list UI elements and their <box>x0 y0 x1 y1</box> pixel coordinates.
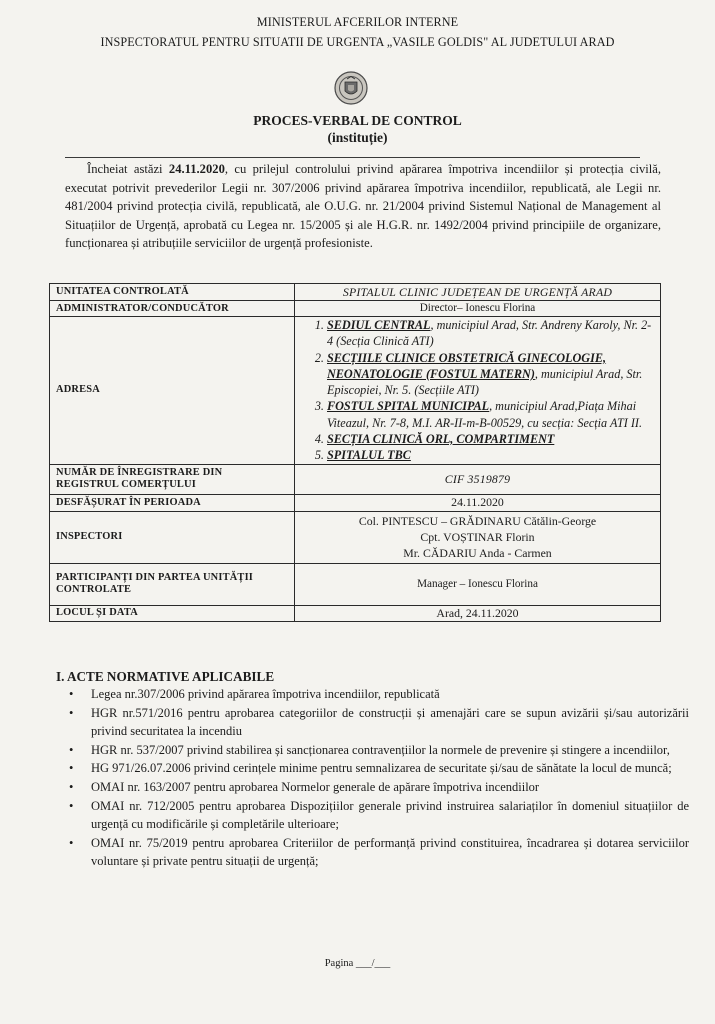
table-row-unit <box>50 284 661 301</box>
inspectors-cell <box>295 511 661 563</box>
address-item <box>327 317 654 350</box>
period-value: 24.11.2020 <box>295 494 661 511</box>
participants-value: Manager – Ionescu Florina <box>295 563 661 605</box>
inspectors-label: INSPECTORI <box>50 511 295 563</box>
place-label: LOCUL ȘI DATA <box>50 605 295 621</box>
inspector-name: Mr. CĂDARIU Anda - Carmen <box>403 546 552 561</box>
intro-paragraph <box>65 160 661 253</box>
table-row-registry <box>50 464 661 494</box>
address-item <box>327 447 654 463</box>
address-list-cell <box>295 317 661 465</box>
list-item: • OMAI nr. 75/2019 pentru aprobarea Criteriilor de performanță privind constituirea, încadrarea și dotarea serviciilor voluntare și private pentru situații de urgență; <box>91 834 689 871</box>
list-item: • HGR nr.571/2016 pentru aprobarea categoriilor de construcții și amenajări care se supun avizării și/sau autorizării privind securitatea la incendiu <box>91 704 689 741</box>
table-row-address <box>50 317 661 465</box>
table-row-inspectors <box>50 511 661 563</box>
address-label: ADRESA <box>50 317 295 465</box>
list-item: • Legea nr.307/2006 privind apărarea împotriva incendiilor, republicată <box>91 685 689 704</box>
unit-label: UNITATEA CONTROLATĂ <box>50 284 295 301</box>
address-item <box>327 398 654 431</box>
address-detail: , municipiul Arad,Piața Mihai Viteazul, Nr. 7-8, M.I. AR-II-m-B-00529, cu secția: Secția ATI II. <box>327 399 642 430</box>
address-detail: , municipiul Arad, Str. Andreny Karoly, Nr. 2-4 (Secția Clinică ATI) <box>327 318 652 349</box>
table-row-participants <box>50 563 661 605</box>
page-number: Pagina ___/___ <box>324 958 391 969</box>
romanian-coat-of-arms-icon <box>333 70 369 106</box>
address-item <box>327 431 654 447</box>
list-item: • OMAI nr. 163/2007 pentru aprobarea Normelor generale de apărare împotriva incendiilor <box>91 778 689 797</box>
address-name: SEDIUL CENTRAL <box>327 318 431 332</box>
address-detail: , municipiul Arad, Str. Episcopiei, Nr. 5. (Secțiile ATI) <box>327 366 643 398</box>
table-row-place <box>50 605 661 621</box>
registry-value: CIF 3519879 <box>295 464 661 494</box>
inspector-name: Col. PINTESCU – GRĂDINARU Cătălin-George <box>358 514 597 529</box>
table-row-period <box>50 494 661 511</box>
address-name: FOSTUL SPITAL MUNICIPAL <box>327 399 490 414</box>
section-title: I. ACTE NORMATIVE APLICABILE <box>56 669 275 684</box>
intro-prefix: Încheiat astăzi <box>87 162 169 176</box>
document-title: PROCES-VERBAL DE CONTROL <box>253 113 462 128</box>
inspector-name: Cpt. VOȘTINAR Florin <box>420 530 535 545</box>
address-name: SECȚIA CLINICĂ ORL, COMPARTIMENT <box>327 432 555 447</box>
intro-text: , cu prilejul controlului privind apărarea împotriva incendiilor și protecția civilă, executat potrivit prevederilor Legii nr. 307/2006 privind apărarea împotriva incendiilor, republicată, ale Legii nr. 481/2004 privind protecția civilă, republicată, ale O.U.G. nr. 21/2004 privind Sistemul Național de Management al Situațiilor de Urgență, aprobată cu Legea nr. 15/2005 și ale H.G.R. nr. 1492/2004 privind principiile de organizare, funcționarea și atribuțiile serviciilor de urgență profesioniste. <box>65 162 661 250</box>
list-item: • HGR nr. 537/2007 privind stabilirea și sancționarea contravențiilor la normele de prevenire și stingere a incendiilor, <box>91 741 689 760</box>
address-list <box>301 317 654 464</box>
normative-acts-list <box>64 685 689 871</box>
participants-label: PARTICIPANȚI DIN PARTEA UNITĂȚII CONTROLATE <box>50 563 295 605</box>
intro-date: 24.11.2020 <box>168 162 225 176</box>
admin-label: ADMINISTRATOR/CONDUCĂTOR <box>50 301 295 317</box>
inspectorate-name: INSPECTORATUL PENTRU SITUATII DE URGENTA „VASILE GOLDIS" AL JUDETULUI ARAD <box>100 35 615 49</box>
period-label: DESFĂȘURAT ÎN PERIOADA <box>50 494 295 511</box>
document-subtitle: (instituție) <box>327 130 388 145</box>
title-divider <box>65 157 640 158</box>
address-name: SPITALUL TBC <box>327 448 411 463</box>
table-row-admin <box>50 301 661 317</box>
address-item <box>327 350 654 399</box>
address-name: SECȚIILE CLINICE OBSTETRICĂ GINECOLOGIE, NEONATOLOGIE (FOSTUL MATERN) <box>327 350 607 381</box>
registry-label: NUMĂR DE ÎNREGISTRARE DIN REGISTRUL COMERȚULUI <box>50 464 295 494</box>
list-item: • OMAI nr. 712/2005 pentru aprobarea Dispozițiilor generale privind instruirea salariaților în domeniul situațiilor de urgență cu modificările și completările ulterioare; <box>91 797 689 834</box>
place-value: Arad, 24.11.2020 <box>295 605 661 621</box>
list-item: • HG 971/26.07.2006 privind cerințele minime pentru semnalizarea de securitate și/sau de sănătate la locul de muncă; <box>91 759 689 778</box>
unit-value: SPITALUL CLINIC JUDEȚEAN DE URGENȚĂ ARAD <box>295 284 661 301</box>
ministry-name: MINISTERUL AFCERILOR INTERNE <box>256 15 459 29</box>
control-info-table <box>49 283 661 622</box>
admin-value: Director– Ionescu Florina <box>295 301 661 317</box>
